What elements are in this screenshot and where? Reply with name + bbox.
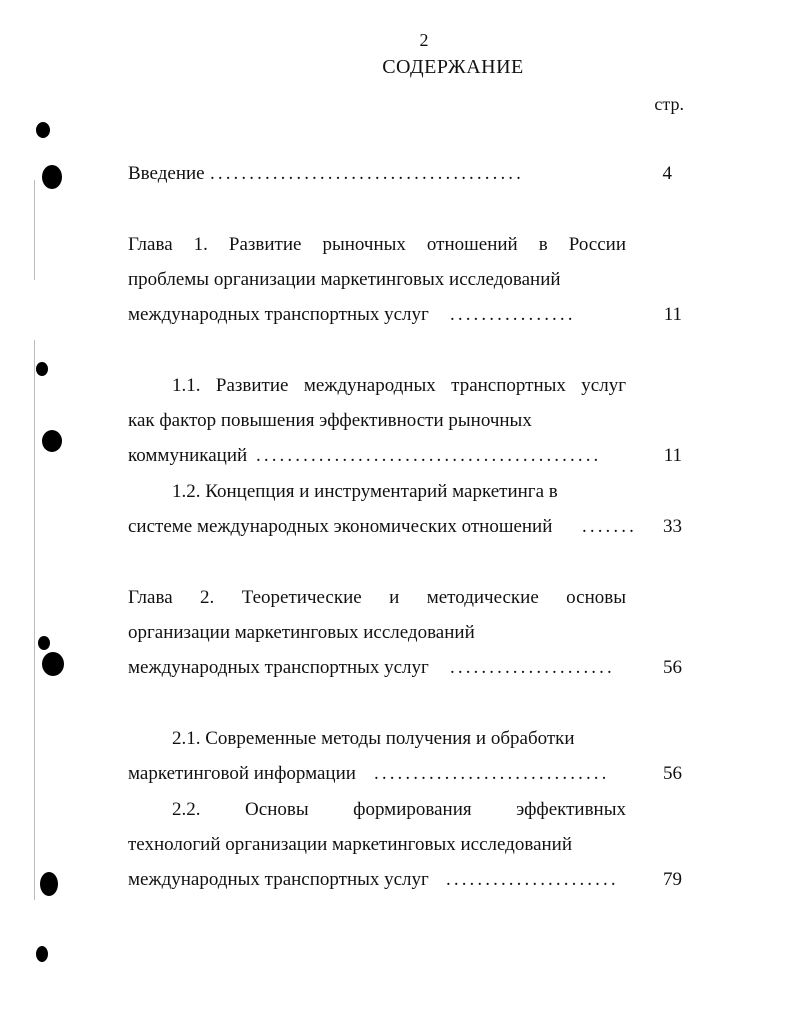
toc-entry-text: коммуникаций (128, 445, 248, 466)
toc-entry-text: Глава 1. Развитие рыночных отношений в России (128, 234, 626, 255)
toc-entry-text: международных транспортных услуг (128, 869, 429, 890)
toc-entry-text: как фактор повышения эффективности рыночных (128, 410, 532, 431)
toc-page-number: 11 (663, 304, 682, 325)
binding-hole (42, 165, 62, 189)
toc-entry-text: 2.2. Основы формирования эффективных (172, 799, 626, 820)
toc-entry-text: системе международных экономических отношений (128, 516, 553, 537)
toc-dot-leader: .............................. (374, 763, 610, 784)
toc-page-number: 33 (663, 516, 682, 537)
binding-hole (42, 430, 62, 452)
toc-entry-text: 1.2. Концепция и инструментарий маркетинга в (172, 481, 558, 502)
toc-entry-text: маркетинговой информации (128, 763, 356, 784)
binding-hole (36, 122, 50, 138)
toc-page-number: 56 (663, 657, 682, 678)
toc-dot-leader: ..................... (450, 657, 615, 678)
binding-hole (36, 946, 48, 962)
toc-dot-leader: ...................... (446, 869, 619, 890)
toc-entry-text: международных транспортных услуг (128, 304, 429, 325)
toc-dot-leader: ................ (450, 304, 576, 325)
toc-entry-text: технологий организации маркетинговых исследований (128, 834, 573, 855)
toc-page-number: 4 (662, 163, 672, 184)
toc-dot-leader: ........................................ (210, 163, 524, 184)
binding-hole (36, 362, 48, 376)
toc-page-number: 56 (663, 763, 682, 784)
scan-margin-line (34, 180, 35, 280)
page-title: СОДЕРЖАНИЕ (382, 56, 524, 78)
toc-page-number: 79 (663, 869, 682, 890)
toc-entry-text: Глава 2. Теоретические и методические основы (128, 587, 626, 608)
toc-entry-text: организации маркетинговых исследований (128, 622, 475, 643)
scan-margin-line (34, 340, 35, 900)
binding-hole (42, 652, 64, 676)
page-number: 2 (419, 30, 429, 50)
toc-entry-text: проблемы организации маркетинговых исследований (128, 269, 561, 290)
page-column-label: стр. (654, 94, 684, 114)
toc-dot-leader: ............................................ (256, 445, 602, 466)
toc-entry-text: международных транспортных услуг (128, 657, 429, 678)
toc-entry-text: Введение (128, 163, 205, 184)
binding-hole (38, 636, 50, 650)
toc-entry-text: 2.1. Современные методы получения и обработки (172, 728, 575, 749)
binding-hole (40, 872, 58, 896)
toc-entry-text: 1.1. Развитие международных транспортных услуг (172, 375, 626, 396)
toc-dot-leader: ....... (582, 516, 637, 537)
toc-page-number: 11 (663, 445, 682, 466)
